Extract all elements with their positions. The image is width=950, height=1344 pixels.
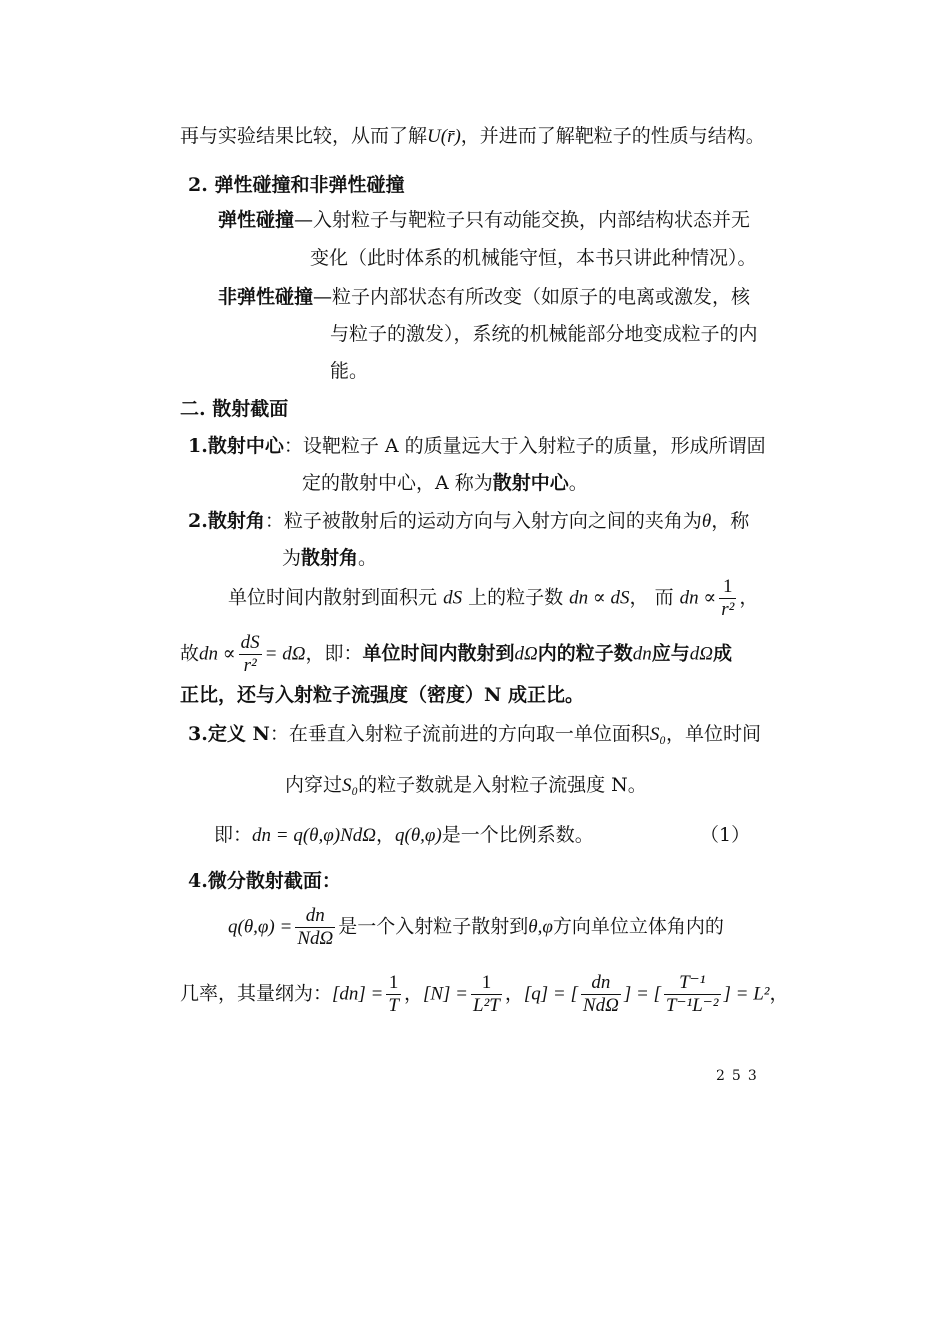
fraction bbox=[581, 972, 621, 1017]
equation-number: （1） bbox=[700, 824, 751, 846]
formula: dn ∝ dS bbox=[569, 587, 630, 609]
formula: S₀ bbox=[342, 775, 359, 796]
text: 是一个入射粒子散射到 bbox=[338, 915, 529, 938]
text-line bbox=[228, 905, 724, 950]
denominator: r² bbox=[243, 655, 257, 676]
formula: q(θ,φ) bbox=[395, 825, 442, 846]
text: ， bbox=[769, 982, 789, 1005]
text: 即： bbox=[214, 824, 253, 846]
text-line bbox=[285, 772, 647, 799]
denominator: T⁻¹L⁻² bbox=[665, 995, 719, 1016]
text: 应与 bbox=[651, 642, 690, 665]
text-line bbox=[180, 632, 732, 677]
formula: dn bbox=[632, 643, 652, 665]
numerator: dn bbox=[581, 972, 621, 995]
formula: dΩ bbox=[514, 643, 538, 665]
formula: ] = L² bbox=[723, 983, 770, 1005]
text: ，称 bbox=[711, 510, 750, 532]
formula: = dΩ bbox=[264, 643, 306, 665]
text: 。 bbox=[568, 472, 588, 494]
text: 单位时间内散射到 bbox=[362, 642, 515, 665]
formula: S₀ bbox=[649, 724, 666, 745]
definition-elastic bbox=[218, 207, 750, 233]
text: ：在垂直入射粒子流前进的方向取一单位面积 bbox=[269, 723, 650, 745]
formula: ] = [ bbox=[623, 983, 661, 1005]
text: —粒子内部状态有所改变（如原子的电离或激发，核 bbox=[313, 286, 751, 308]
text: ， bbox=[739, 586, 759, 609]
text: 几率，其量纲为： bbox=[180, 982, 333, 1005]
formula: dΩ bbox=[689, 643, 713, 665]
term: 非弹性碰撞 bbox=[218, 286, 314, 308]
fraction bbox=[471, 972, 502, 1017]
text: ， bbox=[376, 824, 396, 846]
numerator: 1 bbox=[386, 972, 401, 995]
item-define-n bbox=[188, 721, 761, 748]
term: 1.散射中心 bbox=[188, 435, 284, 457]
formula: θ bbox=[701, 511, 712, 532]
text-line bbox=[228, 576, 758, 621]
formula: [dn] = bbox=[332, 983, 384, 1005]
numerator: 1 bbox=[719, 576, 736, 599]
term: 3.定义 N bbox=[188, 723, 270, 745]
equation-1 bbox=[214, 822, 594, 849]
text-line: 与粒子的激发），系统的机械能部分地变成粒子的内 bbox=[330, 323, 758, 345]
text: ， 而 bbox=[629, 586, 674, 609]
denominator: L²T bbox=[473, 995, 500, 1016]
text: 再与实验结果比较，从而了解 bbox=[180, 125, 428, 147]
formula: [q] = [ bbox=[523, 983, 578, 1005]
text: 单位时间内散射到面积元 bbox=[228, 586, 438, 609]
text: 内穿过 bbox=[285, 774, 343, 796]
fraction bbox=[239, 632, 262, 677]
formula: dS bbox=[443, 587, 463, 609]
text: 内的粒子数 bbox=[537, 642, 633, 665]
formula: q(θ,φ) = bbox=[228, 916, 293, 938]
formula: dn = q(θ,φ)NdΩ bbox=[252, 825, 376, 846]
text-line: 能。 bbox=[330, 360, 369, 382]
text: ：粒子被散射后的运动方向与入射方向之间的夹角为 bbox=[264, 510, 702, 532]
denominator: T bbox=[388, 995, 399, 1016]
fraction bbox=[719, 576, 736, 621]
formula: U(r̄) bbox=[427, 126, 461, 147]
numerator: T⁻¹ bbox=[664, 972, 721, 995]
text: 成 bbox=[713, 642, 733, 665]
text: 的粒子数就是入射粒子流强度 N。 bbox=[358, 774, 647, 796]
text: ， bbox=[504, 982, 524, 1005]
fraction bbox=[664, 972, 721, 1017]
term: 弹性碰撞 bbox=[218, 209, 295, 231]
text: 故 bbox=[180, 642, 200, 665]
text: ：设靶粒子 A 的质量远大于入射粒子的质量，形成所谓固 bbox=[283, 435, 766, 457]
text: ， bbox=[403, 982, 423, 1005]
numerator: dn bbox=[295, 905, 335, 928]
text: 是一个比例系数。 bbox=[441, 824, 594, 846]
page-number: 253 bbox=[716, 1068, 764, 1084]
section-heading: 二. 散射截面 bbox=[180, 398, 289, 420]
item-differential-cross-section: 4.微分散射截面： bbox=[188, 870, 341, 892]
formula: dn ∝ bbox=[199, 643, 236, 665]
text-line bbox=[302, 470, 588, 496]
text: 上的粒子数 bbox=[468, 586, 564, 609]
text: 。 bbox=[358, 547, 378, 569]
item-scattering-center bbox=[188, 433, 766, 459]
text-line: 正比，还与入射粒子流强度（密度）N 成正比。 bbox=[180, 684, 584, 706]
text-line bbox=[282, 545, 377, 571]
term: 2.散射角 bbox=[188, 510, 265, 532]
text: 定的散射中心，A 称为 bbox=[302, 472, 493, 494]
text: 方向单位立体角内的 bbox=[552, 915, 724, 938]
text: —入射粒子与靶粒子只有动能交换，内部结构状态并无 bbox=[294, 209, 751, 231]
text-line bbox=[180, 123, 765, 150]
numerator: 1 bbox=[471, 972, 502, 995]
denominator: NdΩ bbox=[582, 995, 619, 1016]
term: 散射中心 bbox=[492, 472, 569, 494]
text: ，并进而了解靶粒子的性质与结构。 bbox=[460, 125, 765, 147]
item-scattering-angle bbox=[188, 508, 749, 535]
numerator: dS bbox=[240, 632, 260, 653]
text: 为 bbox=[282, 547, 302, 569]
term: 散射角 bbox=[301, 547, 359, 569]
text-line: 变化（此时体系的机械能守恒，本书只讲此种情况）。 bbox=[310, 247, 757, 269]
formula: θ,φ bbox=[528, 916, 553, 938]
denominator: r² bbox=[721, 599, 735, 620]
formula: dn ∝ bbox=[679, 587, 717, 609]
text: ，单位时间 bbox=[665, 723, 761, 745]
text: ，即： bbox=[305, 642, 363, 665]
text-line bbox=[180, 972, 789, 1017]
definition-inelastic bbox=[218, 284, 750, 310]
fraction bbox=[386, 972, 401, 1017]
formula: [N] = bbox=[422, 983, 469, 1005]
denominator: NdΩ bbox=[297, 928, 334, 949]
subheading: 2. 弹性碰撞和非弹性碰撞 bbox=[188, 174, 405, 196]
fraction bbox=[295, 905, 335, 950]
